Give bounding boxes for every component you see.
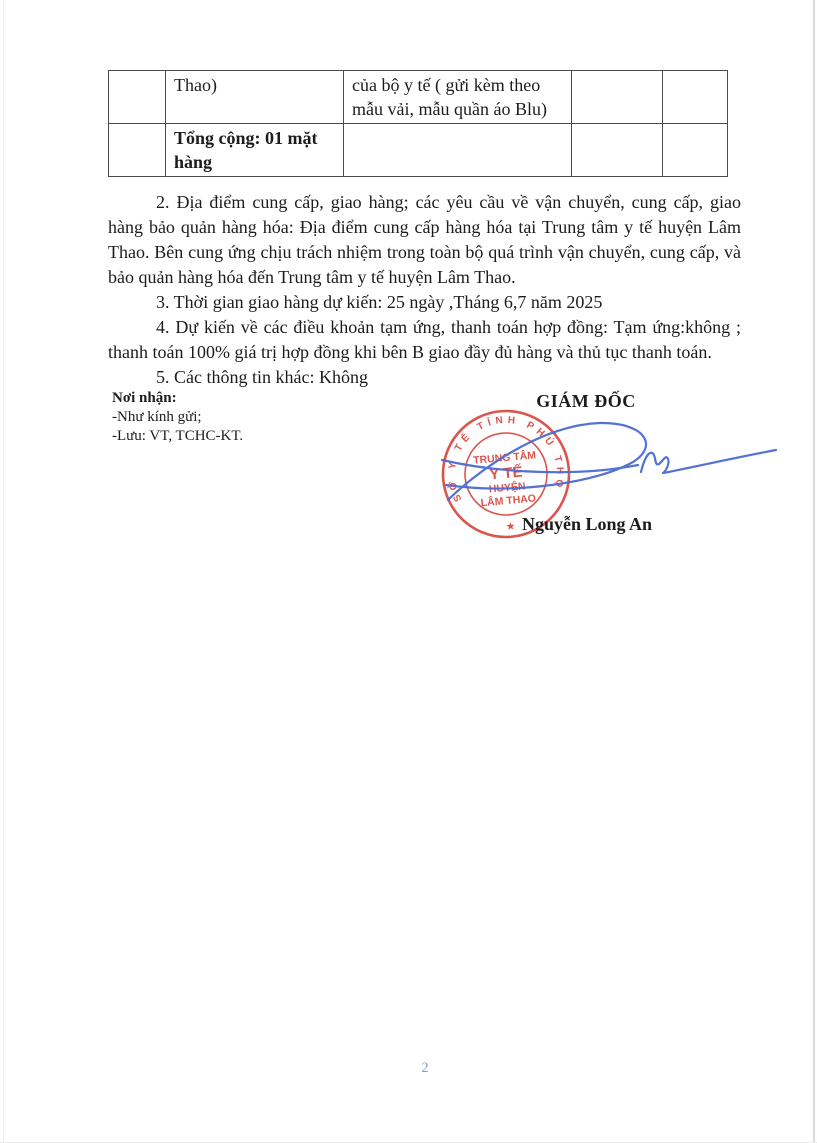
table-cell — [109, 71, 166, 124]
recipients-block — [112, 389, 243, 446]
body-text-block — [108, 190, 741, 390]
recipients-title: Nơi nhận: — [112, 390, 177, 406]
table-cell — [572, 71, 663, 124]
page-right-edge — [813, 0, 815, 1143]
star-icon: ★ — [505, 520, 517, 534]
signature-loop-stroke — [446, 423, 646, 500]
paragraph-other-info: 5. Các thông tin khác: Không — [156, 367, 368, 387]
stamp-line-3: HUYỆN — [488, 480, 527, 496]
table-cell: Thao) — [166, 71, 344, 124]
table-cell — [663, 71, 728, 124]
recipients-line: -Như kính gửi; — [112, 409, 202, 425]
page-left-edge — [3, 0, 4, 1143]
stamp-line-1: TRUNG TÂM — [472, 449, 537, 467]
stamp-ring-text: SỞ Y TẾ TỈNH PHÚ THỌ — [446, 414, 566, 504]
signature-cross-stroke — [442, 460, 638, 472]
signer-name: Nguyễn Long An — [521, 514, 653, 534]
table-cell — [663, 124, 728, 177]
paragraph-delivery-location: 2. Địa điểm cung cấp, giao hàng; các yêu cầu về vận chuyển, cung cấp, giao hàng bảo quản hàng hóa: Địa điểm cung cấp hàng hóa tại Trung tâm y tế huyện Lâm Thao. Bên cung ứng chịu trách nhiệm trong toàn bộ quá trình vận chuyển, cung cấp, và bảo quản hàng hóa đến Trung tâm y tế huyện Lâm Thao. — [108, 192, 741, 287]
table-cell — [572, 124, 663, 177]
signature-tail-stroke — [641, 450, 776, 473]
table-cell: của bộ y tế ( gửi kèm theo mẫu vải, mẫu quần áo Blu) — [344, 71, 572, 124]
summary-table — [108, 70, 728, 177]
stamp-line-4: LÂM THAO — [480, 492, 537, 510]
table-cell — [109, 124, 166, 177]
stamp-line-2: Y TẾ — [488, 463, 524, 484]
table-row-total — [109, 124, 728, 177]
recipients-line: -Lưu: VT, TCHC-KT. — [112, 428, 244, 444]
table-cell-total: Tổng cộng: 01 mặt hàng — [166, 124, 344, 177]
page-number: 2 — [421, 1060, 429, 1076]
paragraph-payment-terms: 4. Dự kiến về các điều khoản tạm ứng, thanh toán hợp đồng: Tạm ứng:không ; thanh toán 100% giá trị hợp đồng khi bên B giao đầy đủ hàng và thủ tục thanh toán. — [108, 317, 741, 362]
handwritten-signature — [428, 405, 803, 520]
table-row — [109, 71, 728, 124]
paragraph-delivery-time: 3. Thời gian giao hàng dự kiến: 25 ngày ,Tháng 6,7 năm 2025 — [156, 292, 603, 312]
table-cell — [344, 124, 572, 177]
signer-role-title: GIÁM ĐỐC — [536, 391, 636, 411]
